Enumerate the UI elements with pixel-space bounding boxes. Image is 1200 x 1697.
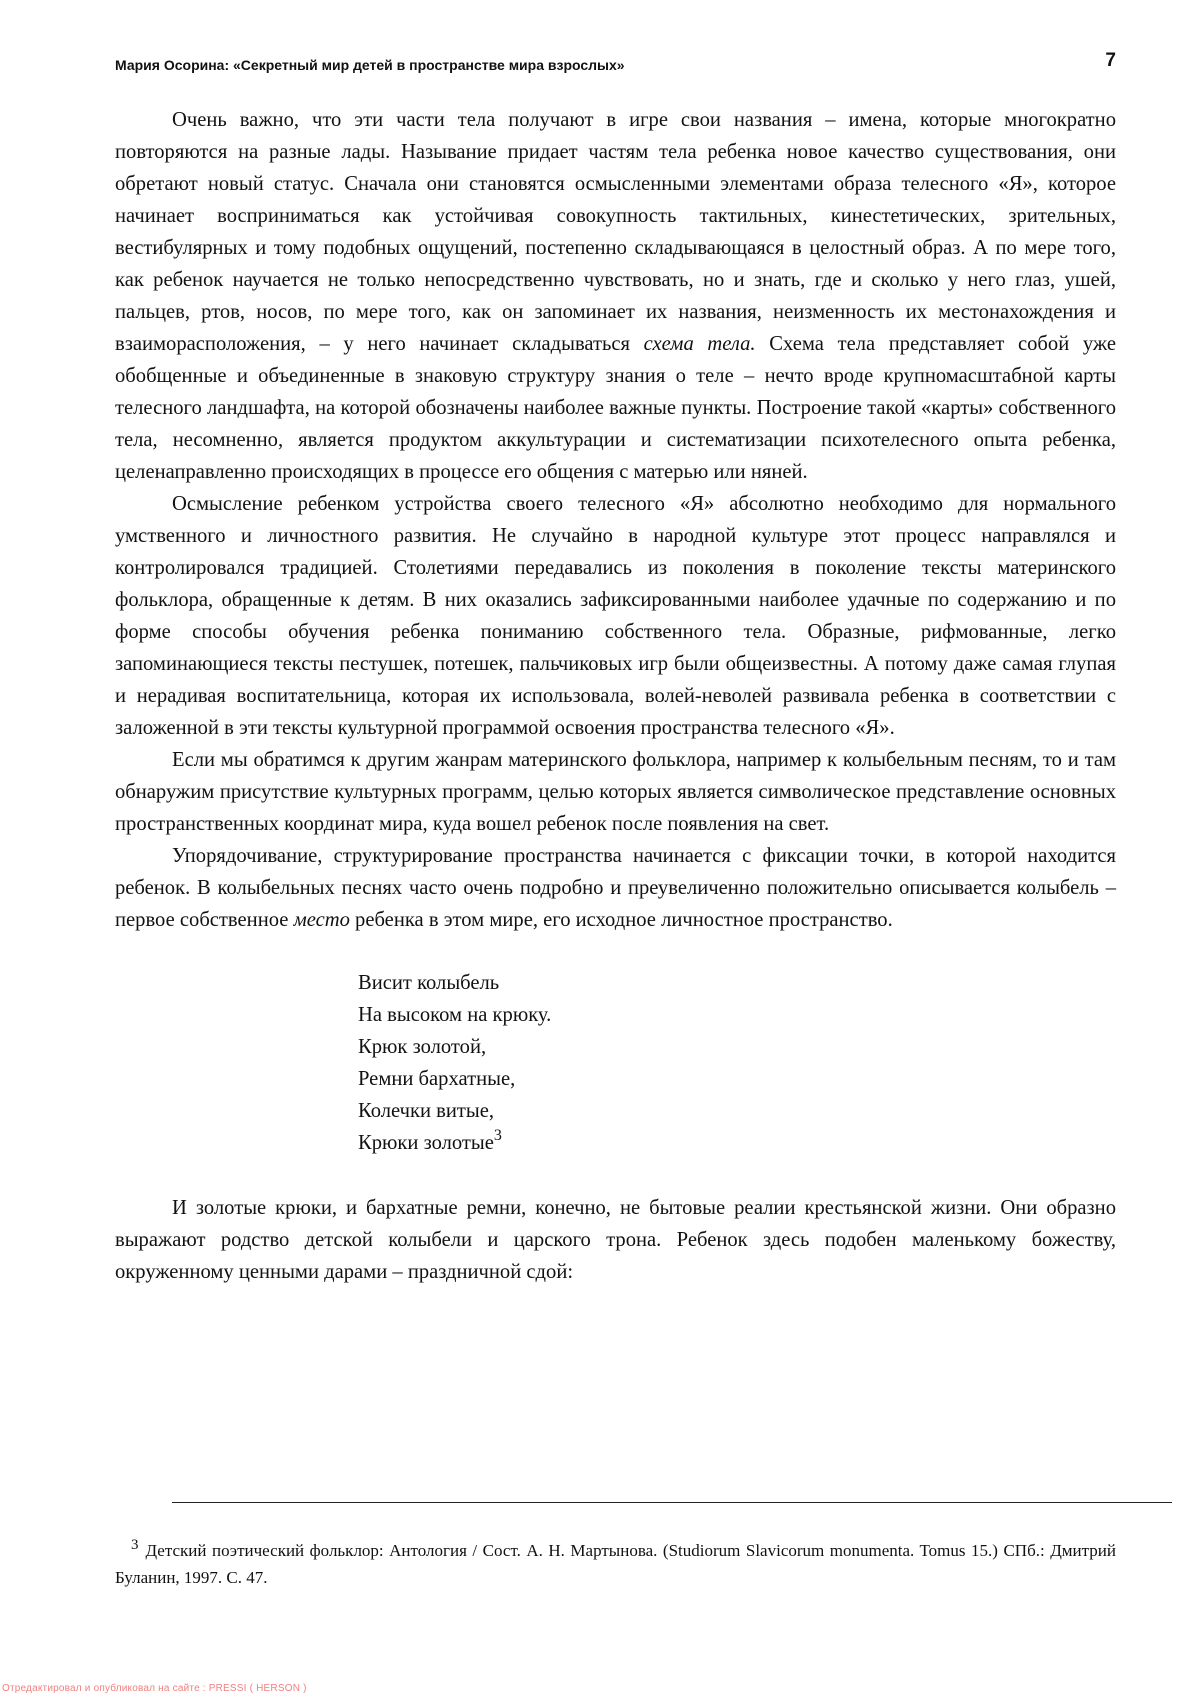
emphasized-term: место [293,909,350,931]
paragraph-5 [115,1192,1116,1288]
poem-line: Колечки витые, [358,1100,495,1122]
paragraph-text: Схема тела представляет собой уже обобщенные и объединенные в знаковую структуру знания о теле – нечто вроде крупномасштабной карты телесного ландшафта, на которой обозначены наиболее важные пункты. Построение такой «карты» собственного тела, несомненно, является продуктом аккультурации и систематизации психотелесного опыта ребенка, целенаправленно происходящих в процессе его общения с матерью или няней. [115,333,1116,483]
page-number: 7 [1105,50,1116,71]
poem-quote [358,967,1116,1161]
paragraph-4 [115,840,1116,936]
paragraph-text: Упорядочивание, структурирование пространства начинается с фиксации точки, в которой находится ребенок. В колыбельных песнях часто очень подробно и преувеличенно положительно описывается колыбель – первое собственное [115,845,1116,931]
paragraph-1 [115,104,1116,488]
paragraph-2 [115,488,1116,744]
poem-line: Висит колыбель [358,972,500,994]
paragraph-text: И золотые крюки, и бархатные ремни, конечно, не бытовые реалии крестьянской жизни. Они образно выражают родство детской колыбели и царского трона. Ребенок здесь подобен маленькому божеству, окруженному ценными дарами – праздничной сдой: [115,1197,1116,1283]
poem-line: На высоком на крюку. [358,1004,552,1026]
footnote-separator [172,1502,1172,1503]
footnote-text: Детский поэтический фольклор: Антология / Сост. А. Н. Мартынова. (Studiorum Slavicorum monumenta. Tomus 15.) СПб.: Дмитрий Буланин, 1997. С. 47. [115,1541,1116,1587]
footnote-marker: 3 [131,1537,139,1553]
running-header [115,50,1120,76]
watermark: Отредактировал и опубликовал на сайте : PRESSI ( HERSON ) [2,1683,307,1694]
paragraph-text: Очень важно, что эти части тела получают в игре свои названия – имена, которые многократно повторяются на разные лады. Называние придает частям тела ребенка новое качество существования, они обретают новый статус. Сначала они становятся осмысленными элементами образа телесного «Я», которое начинает восприниматься как устойчивая совокупность тактильных, кинестетических, зрительных, вестибулярных и тому подобных ощущений, постепенно складывающаяся в целостный образ. А по мере того, как ребенок научается не только непосредственно чувствовать, но и знать, где и сколько у него глаз, ушей, пальцев, ртов, носов, по мере того, как он запоминает их названия, неизменность их местонахождения и взаиморасположения, – у него начинает складываться [115,109,1116,355]
poem-line-last [358,1127,1116,1161]
emphasized-term: схема тела. [643,333,756,355]
paragraph-text: ребенка в этом мире, его исходное личностное пространство. [349,909,893,931]
main-text [115,104,1116,1288]
paragraph-text: Если мы обратимся к другим жанрам материнского фольклора, например к колыбельным песням, то и там обнаружим присутствие культурных программ, целью которых является символическое представление основных пространственных координат мира, куда вошел ребенок после появления на свет. [115,749,1116,835]
paragraph-3 [115,744,1116,840]
footnote-reference[interactable]: 3 [493,1127,502,1144]
paragraph-text: Осмысление ребенком устройства своего телесного «Я» абсолютно необходимо для нормального умственного и личностного развития. Не случайно в народной культуре этот процесс направлялся и контролировался традицией. Столетиями передавались из поколения в поколение тексты материнского фольклора, обращенные к детям. В них оказались зафиксированными наиболее удачные по содержанию и по форме способы обучения ребенка пониманию собственного тела. Образные, рифмованные, легко запоминающиеся тексты пестушек, потешек, пальчиковых игр были общеизвестны. А потому даже самая глупая и нерадивая воспитательница, которая их использовала, волей-неволей развивала ребенка в соответствии с заложенной в эти тексты культурной программой освоения пространства телесного «Я». [115,493,1116,739]
poem-line-text: Крюки золотые [358,1132,494,1154]
footnote [115,1538,1116,1590]
header-title: Мария Осорина: «Секретный мир детей в пространстве мира взрослых» [115,57,625,73]
poem-line: Ремни бархатные, [358,1068,516,1090]
poem-line: Крюк золотой, [358,1036,487,1058]
